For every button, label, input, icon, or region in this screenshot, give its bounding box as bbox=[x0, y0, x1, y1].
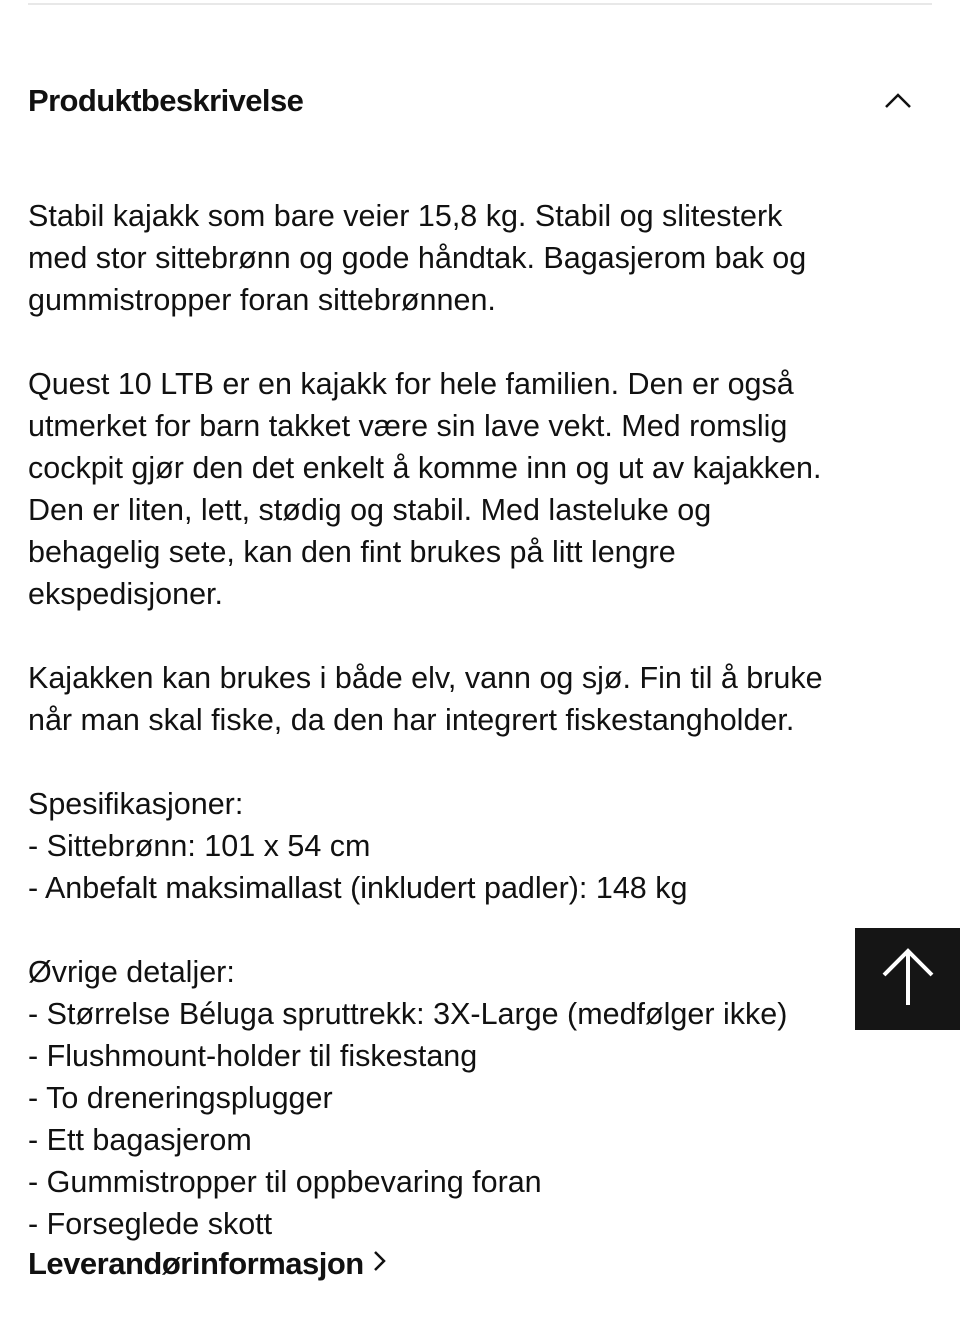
description-line: - Flushmount-holder til fiskestang bbox=[28, 1039, 478, 1073]
description-line: gummistropper foran sittebrønnen. bbox=[28, 283, 496, 317]
arrow-up-icon bbox=[878, 945, 938, 1014]
description-line: Kajakken kan brukes i både elv, vann og sjø. Fin til å bruke bbox=[28, 661, 823, 695]
paragraph-spacer bbox=[28, 909, 823, 951]
description-line: Øvrige detaljer: bbox=[28, 955, 235, 989]
description-line: cockpit gjør den det enkelt å komme inn og ut av kajakken. bbox=[28, 451, 822, 485]
description-line: - Sittebrønn: 101 x 54 cm bbox=[28, 829, 371, 863]
supplier-info-link[interactable] bbox=[28, 1246, 388, 1282]
product-description-toggle[interactable] bbox=[28, 76, 932, 126]
description-line: når man skal fiske, da den har integrert fiskestangholder. bbox=[28, 703, 795, 737]
paragraph-spacer bbox=[28, 615, 823, 657]
paragraph-spacer bbox=[28, 741, 823, 783]
description-line: behagelig sete, kan den fint brukes på litt lengre bbox=[28, 535, 676, 569]
supplier-info-label: Leverandørinformasjon bbox=[28, 1246, 364, 1281]
back-to-top-button[interactable] bbox=[855, 928, 960, 1030]
chevron-up-icon[interactable] bbox=[878, 81, 918, 121]
section-title: Produktbeskrivelse bbox=[28, 83, 304, 118]
description-line: Quest 10 LTB er en kajakk for hele familien. Den er også bbox=[28, 367, 794, 401]
product-description-text bbox=[28, 195, 823, 1245]
description-line: - Gummistropper til oppbevaring foran bbox=[28, 1165, 542, 1199]
description-line: Den er liten, lett, stødig og stabil. Med lasteluke og bbox=[28, 493, 712, 527]
description-line: - Størrelse Béluga spruttrekk: 3X-Large (medfølger ikke) bbox=[28, 997, 788, 1031]
description-line: ekspedisjoner. bbox=[28, 577, 223, 611]
description-line: - To dreneringsplugger bbox=[28, 1081, 333, 1115]
description-line: - Anbefalt maksimallast (inkludert padler): 148 kg bbox=[28, 871, 688, 905]
description-line: Stabil kajakk som bare veier 15,8 kg. Stabil og slitesterk bbox=[28, 199, 783, 233]
description-line: utmerket for barn takket være sin lave vekt. Med romslig bbox=[28, 409, 788, 443]
description-line: Spesifikasjoner: bbox=[28, 787, 244, 821]
chevron-right-icon bbox=[372, 1246, 388, 1282]
description-line: - Ett bagasjerom bbox=[28, 1123, 252, 1157]
description-line: - Forseglede skott bbox=[28, 1207, 273, 1241]
description-line: med stor sittebrønn og gode håndtak. Bagasjerom bak og bbox=[28, 241, 807, 275]
paragraph-spacer bbox=[28, 321, 823, 363]
section-divider bbox=[28, 3, 932, 5]
